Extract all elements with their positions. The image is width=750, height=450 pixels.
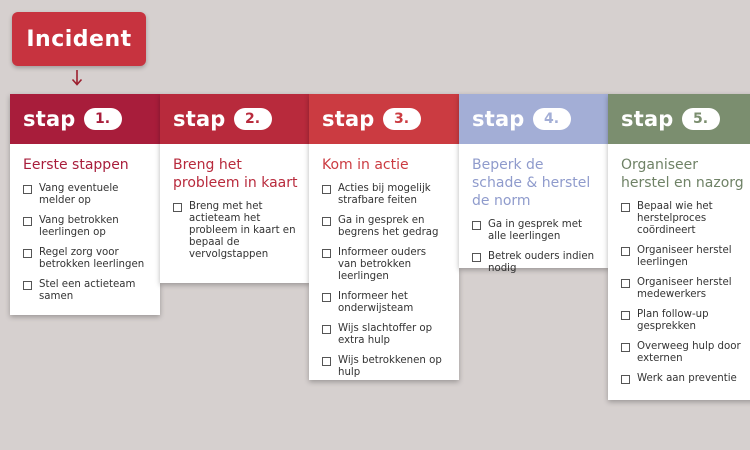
checkbox-icon (621, 343, 630, 352)
checklist-item-text: Wijs betrokkenen op hulp (338, 355, 442, 378)
step-word: stap (322, 107, 375, 131)
checklist-item-text: Organiseer herstel leerlingen (637, 245, 732, 268)
checklist-item (322, 247, 447, 283)
checklist-item-text: Betrek ouders indien nodig (488, 251, 595, 274)
checklist-item-text: Regel zorg voor betrokken leerlingen (39, 247, 145, 270)
step-checklist (472, 219, 597, 275)
checklist-item (322, 355, 447, 379)
checklist-item (322, 215, 447, 239)
incident-label: Incident (26, 26, 132, 52)
checklist-item (23, 279, 148, 303)
checkbox-icon (173, 203, 182, 212)
step-title: Breng het probleem in kaart (173, 157, 298, 191)
step-header (10, 94, 160, 144)
checkbox-icon (621, 279, 630, 288)
step-number-badge: 4. (533, 108, 571, 130)
checkbox-icon (621, 203, 630, 212)
checklist-item (621, 309, 746, 333)
checklist-item-text: Vang betrokken leerlingen op (39, 215, 119, 238)
step-word: stap (23, 107, 76, 131)
step-word: stap (621, 107, 674, 131)
checklist-item-text: Vang eventuele melder op (39, 183, 119, 206)
checklist-item (23, 247, 148, 271)
checkbox-icon (472, 253, 481, 262)
checklist-item-text: Overweeg hulp door externen (637, 341, 741, 364)
step-word: stap (173, 107, 226, 131)
checklist-item (23, 215, 148, 239)
checklist-item (621, 245, 746, 269)
step-header (608, 94, 750, 144)
checklist-item (621, 341, 746, 365)
step-body (608, 144, 750, 403)
step-body (459, 144, 609, 293)
checklist-item-text: Ga in gesprek met alle leerlingen (488, 219, 582, 242)
step-card-1 (10, 94, 160, 315)
checklist-item-text: Ga in gesprek en begrens het gedrag (338, 215, 439, 238)
checklist-item (621, 277, 746, 301)
checklist-item-text: Werk aan preventie (637, 373, 737, 384)
step-body (10, 144, 160, 321)
checkbox-icon (322, 249, 331, 258)
checklist-item-text: Plan follow-up gesprekken (637, 309, 709, 332)
step-number-badge: 2. (234, 108, 272, 130)
checklist-item-text: Organiseer herstel medewerkers (637, 277, 732, 300)
step-number-badge: 5. (682, 108, 720, 130)
checkbox-icon (322, 217, 331, 226)
step-card-5 (608, 94, 750, 400)
step-header (160, 94, 310, 144)
checklist-item (322, 323, 447, 347)
checklist-item (621, 201, 746, 237)
step-body (309, 144, 459, 397)
checklist-item-text: Stel een actieteam samen (39, 279, 136, 302)
checklist-item (322, 183, 447, 207)
step-title: Eerste stappen (23, 157, 129, 173)
checkbox-icon (23, 281, 32, 290)
arrow-down-icon (70, 70, 84, 88)
checkbox-icon (621, 375, 630, 384)
checklist-item (472, 219, 597, 243)
step-title: Organiseer herstel en nazorg (621, 157, 744, 191)
step-number-badge: 1. (84, 108, 122, 130)
checkbox-icon (23, 217, 32, 226)
step-checklist (621, 201, 746, 385)
checklist-item-text: Bepaal wie het herstelproces coördineert (637, 201, 713, 236)
checkbox-icon (322, 325, 331, 334)
step-title: Kom in actie (322, 157, 409, 173)
step-card-3 (309, 94, 459, 380)
incident-box (12, 12, 146, 66)
step-checklist (322, 183, 447, 379)
checkbox-icon (472, 221, 481, 230)
step-title: Beperk de schade & herstel de norm (472, 157, 591, 209)
step-checklist (173, 201, 298, 261)
checklist-item (173, 201, 298, 261)
step-header (459, 94, 609, 144)
checkbox-icon (23, 185, 32, 194)
checklist-item (322, 291, 447, 315)
step-number-badge: 3. (383, 108, 421, 130)
checkbox-icon (621, 247, 630, 256)
checkbox-icon (322, 293, 331, 302)
checklist-item (23, 183, 148, 207)
step-checklist (23, 183, 148, 303)
checkbox-icon (621, 311, 630, 320)
checklist-item-text: Informeer het onderwijsteam (338, 291, 414, 314)
checkbox-icon (322, 185, 331, 194)
checkbox-icon (23, 249, 32, 258)
step-card-4 (459, 94, 609, 274)
checklist-item-text: Informeer ouders van betrokken leerlingen (338, 247, 427, 282)
checklist-item-text: Wijs slachtoffer op extra hulp (338, 323, 433, 346)
checklist-item-text: Breng met het actieteam het probleem in kaart en bepaal de vervolgstappen (189, 201, 296, 260)
checklist-item-text: Acties bij mogelijk strafbare feiten (338, 183, 431, 206)
step-body (160, 144, 310, 279)
step-header (309, 94, 459, 144)
step-card-2 (160, 94, 310, 283)
step-word: stap (472, 107, 525, 131)
checkbox-icon (322, 357, 331, 366)
checklist-item (621, 373, 746, 385)
checklist-item (472, 251, 597, 275)
